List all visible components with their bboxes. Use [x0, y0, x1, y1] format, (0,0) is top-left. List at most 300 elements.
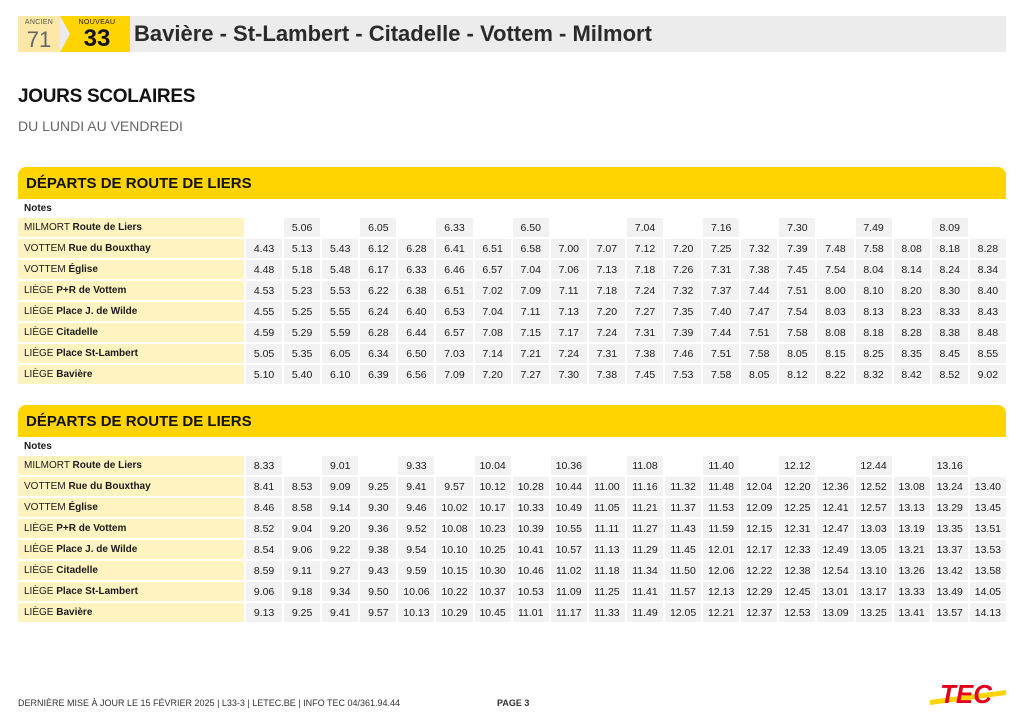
stop-label: Rue du Bouxthay [68, 481, 151, 492]
departure-time: 7.21 [513, 344, 549, 363]
departure-time: 8.05 [779, 344, 815, 363]
new-line-badge [60, 16, 136, 52]
departure-time: 11.41 [627, 582, 663, 601]
departure-time: 8.54 [246, 540, 282, 559]
departure-time: 7.58 [741, 344, 777, 363]
departure-time: 12.15 [741, 519, 777, 538]
departure-time: 7.15 [513, 323, 549, 342]
departure-time: 10.49 [551, 498, 587, 517]
departure-time: 9.27 [322, 561, 358, 580]
stop-name [18, 218, 244, 237]
departure-time: 7.14 [475, 344, 511, 363]
timetable-row [18, 456, 1006, 475]
departure-time: 12.47 [817, 519, 853, 538]
note-cell [741, 201, 777, 216]
notes-label: Notes [24, 441, 52, 452]
departure-time [398, 218, 434, 237]
note-cell [665, 439, 701, 454]
stop-name [18, 519, 244, 538]
departure-time: 10.39 [513, 519, 549, 538]
departure-time: 13.26 [894, 561, 930, 580]
departure-time: 13.42 [932, 561, 968, 580]
departure-time: 7.38 [589, 365, 625, 384]
stop-name [18, 582, 244, 601]
departure-time: 10.41 [513, 540, 549, 559]
departure-time: 8.32 [856, 365, 892, 384]
departure-time: 8.18 [932, 239, 968, 258]
departure-time [665, 218, 701, 237]
timetable [16, 199, 1008, 386]
departure-time: 10.57 [551, 540, 587, 559]
note-cell [284, 439, 320, 454]
departure-time: 10.44 [551, 477, 587, 496]
svg-text:TEC: TEC [940, 679, 992, 709]
timetable-row [18, 365, 1006, 384]
departure-time: 9.22 [322, 540, 358, 559]
departure-time: 13.24 [932, 477, 968, 496]
departure-time: 11.02 [551, 561, 587, 580]
note-cell [246, 439, 282, 454]
departure-time: 13.21 [894, 540, 930, 559]
departure-time: 10.45 [475, 603, 511, 622]
note-cell [551, 439, 587, 454]
departure-time: 7.48 [817, 239, 853, 258]
departure-time: 9.11 [284, 561, 320, 580]
departure-time: 8.28 [970, 239, 1006, 258]
departure-time: 7.16 [703, 218, 739, 237]
departure-time: 10.08 [436, 519, 472, 538]
departure-time: 10.10 [436, 540, 472, 559]
departure-time [970, 218, 1006, 237]
departure-time: 8.33 [932, 302, 968, 321]
departure-time: 11.16 [627, 477, 663, 496]
notes-row [18, 439, 1006, 454]
stop-place: VOTTEM [24, 502, 69, 513]
departure-time: 6.33 [398, 260, 434, 279]
departure-time: 7.24 [627, 281, 663, 300]
note-cell [703, 439, 739, 454]
departure-time: 9.25 [284, 603, 320, 622]
departure-time: 7.45 [779, 260, 815, 279]
departure-time [475, 218, 511, 237]
timetable-row [18, 519, 1006, 538]
departure-time: 11.33 [589, 603, 625, 622]
departure-time: 7.03 [436, 344, 472, 363]
departure-time: 13.13 [894, 498, 930, 517]
departure-time: 7.25 [703, 239, 739, 258]
departure-time: 5.13 [284, 239, 320, 258]
departure-time: 5.35 [284, 344, 320, 363]
departure-time: 11.13 [589, 540, 625, 559]
departure-time: 7.11 [513, 302, 549, 321]
departure-time: 6.58 [513, 239, 549, 258]
departure-time: 11.17 [551, 603, 587, 622]
stop-name [18, 260, 244, 279]
departure-time: 7.13 [589, 260, 625, 279]
new-line-label: NOUVEAU [78, 19, 116, 26]
departure-time: 13.29 [932, 498, 968, 517]
departure-time: 7.08 [475, 323, 511, 342]
departure-time: 10.13 [398, 603, 434, 622]
departure-time: 8.22 [817, 365, 853, 384]
departure-time: 6.05 [322, 344, 358, 363]
departure-time: 9.41 [398, 477, 434, 496]
departure-time: 9.41 [322, 603, 358, 622]
departure-time: 7.38 [627, 344, 663, 363]
stop-place: LIÈGE [24, 285, 57, 296]
departure-time: 11.08 [627, 456, 663, 475]
timetable-row [18, 239, 1006, 258]
departure-time: 8.25 [856, 344, 892, 363]
departure-time: 12.37 [741, 603, 777, 622]
departure-time: 8.40 [970, 281, 1006, 300]
departure-time: 11.59 [703, 519, 739, 538]
stop-name [18, 281, 244, 300]
departure-time: 8.14 [894, 260, 930, 279]
departure-time: 10.28 [513, 477, 549, 496]
departure-time: 13.53 [970, 540, 1006, 559]
departure-time: 7.39 [779, 239, 815, 258]
departure-time: 9.14 [322, 498, 358, 517]
stop-label: Citadelle [56, 565, 98, 576]
note-cell [589, 201, 625, 216]
timetable-row [18, 498, 1006, 517]
departure-time: 13.49 [932, 582, 968, 601]
departure-time: 12.31 [779, 519, 815, 538]
departure-time: 12.41 [817, 498, 853, 517]
departure-time: 8.13 [856, 302, 892, 321]
departure-time: 8.46 [246, 498, 282, 517]
stop-place: MILMORT [24, 222, 73, 233]
departure-time: 8.43 [970, 302, 1006, 321]
departure-time: 9.09 [322, 477, 358, 496]
departure-time: 7.24 [589, 323, 625, 342]
departure-time: 5.10 [246, 365, 282, 384]
stop-label: Place J. de Wilde [56, 544, 138, 555]
departure-time: 11.45 [665, 540, 701, 559]
departure-time: 13.33 [894, 582, 930, 601]
departure-time: 6.38 [398, 281, 434, 300]
departure-time: 12.49 [817, 540, 853, 559]
departure-time: 13.10 [856, 561, 892, 580]
departure-time: 7.51 [741, 323, 777, 342]
departure-time: 11.40 [703, 456, 739, 475]
departure-time: 12.25 [779, 498, 815, 517]
departure-time: 13.03 [856, 519, 892, 538]
note-cell [894, 201, 930, 216]
departure-time: 7.27 [627, 302, 663, 321]
departure-time: 7.12 [627, 239, 663, 258]
departure-time: 6.05 [360, 218, 396, 237]
note-cell [398, 201, 434, 216]
departure-time: 7.40 [703, 302, 739, 321]
timetable-row [18, 582, 1006, 601]
old-line-number: 71 [26, 27, 52, 52]
departure-time: 6.22 [360, 281, 396, 300]
departure-time: 12.06 [703, 561, 739, 580]
note-cell [779, 201, 815, 216]
departure-time: 4.55 [246, 302, 282, 321]
stop-label: Église [68, 264, 98, 275]
timetable-row [18, 302, 1006, 321]
departure-time: 8.48 [970, 323, 1006, 342]
departure-time: 13.08 [894, 477, 930, 496]
note-cell [703, 201, 739, 216]
note-cell [817, 201, 853, 216]
note-cell [894, 439, 930, 454]
departure-time: 9.25 [360, 477, 396, 496]
departure-time [284, 456, 320, 475]
stop-label: Rue du Bouxthay [68, 243, 151, 254]
departure-time: 11.48 [703, 477, 739, 496]
stop-place: LIÈGE [24, 369, 57, 380]
departure-time: 13.57 [932, 603, 968, 622]
departure-time: 9.06 [246, 582, 282, 601]
departure-time: 7.38 [741, 260, 777, 279]
departure-time: 7.02 [475, 281, 511, 300]
departure-time [589, 218, 625, 237]
departure-time: 7.51 [703, 344, 739, 363]
departure-time: 10.17 [475, 498, 511, 517]
departure-time: 5.55 [322, 302, 358, 321]
departure-time: 6.40 [398, 302, 434, 321]
stop-place: LIÈGE [24, 565, 57, 576]
note-cell [513, 439, 549, 454]
departure-time: 6.57 [475, 260, 511, 279]
departure-time: 7.18 [589, 281, 625, 300]
departure-time [513, 456, 549, 475]
stop-place: LIÈGE [24, 306, 57, 317]
stop-name [18, 477, 244, 496]
departure-time: 9.38 [360, 540, 396, 559]
timetable-row [18, 344, 1006, 363]
departure-time: 14.13 [970, 603, 1006, 622]
departure-time: 6.51 [436, 281, 472, 300]
departure-time: 7.44 [703, 323, 739, 342]
note-cell [932, 201, 968, 216]
stop-place: LIÈGE [24, 348, 57, 359]
departure-time: 8.10 [856, 281, 892, 300]
departure-time: 7.47 [741, 302, 777, 321]
departure-time: 11.11 [589, 519, 625, 538]
departure-time: 10.04 [475, 456, 511, 475]
departure-time [817, 456, 853, 475]
departure-time [589, 456, 625, 475]
timetable-section-2 [18, 405, 1006, 624]
departure-time: 12.13 [703, 582, 739, 601]
departure-time: 10.30 [475, 561, 511, 580]
departure-time: 6.50 [398, 344, 434, 363]
departure-time: 11.37 [665, 498, 701, 517]
note-cell [436, 201, 472, 216]
stop-name [18, 239, 244, 258]
note-cell [665, 201, 701, 216]
departure-time [970, 456, 1006, 475]
departure-time: 12.57 [856, 498, 892, 517]
departure-time: 12.29 [741, 582, 777, 601]
departure-time: 12.54 [817, 561, 853, 580]
departure-time: 13.19 [894, 519, 930, 538]
departure-time: 7.07 [589, 239, 625, 258]
stop-place: LIÈGE [24, 586, 57, 597]
note-cell [475, 439, 511, 454]
departure-time: 11.09 [551, 582, 587, 601]
departure-time: 12.38 [779, 561, 815, 580]
stop-place: LIÈGE [24, 523, 57, 534]
departure-time: 7.30 [779, 218, 815, 237]
departure-time: 9.57 [360, 603, 396, 622]
departure-time: 7.06 [551, 260, 587, 279]
timetable [16, 437, 1008, 624]
departure-time: 6.50 [513, 218, 549, 237]
departure-time: 8.24 [932, 260, 968, 279]
tec-logo [928, 676, 1008, 712]
departure-time: 5.23 [284, 281, 320, 300]
stop-label: Route de Liers [72, 460, 142, 471]
departure-time: 7.35 [665, 302, 701, 321]
stop-name [18, 561, 244, 580]
departure-time: 6.17 [360, 260, 396, 279]
departure-time: 4.53 [246, 281, 282, 300]
note-cell [741, 439, 777, 454]
departure-time: 11.25 [589, 582, 625, 601]
departure-time: 10.29 [436, 603, 472, 622]
departure-time: 10.55 [551, 519, 587, 538]
departure-time: 14.05 [970, 582, 1006, 601]
departure-time [360, 456, 396, 475]
note-cell [856, 201, 892, 216]
departure-time: 10.12 [475, 477, 511, 496]
note-cell [475, 201, 511, 216]
note-cell [284, 201, 320, 216]
departure-time: 10.23 [475, 519, 511, 538]
departure-time: 7.37 [703, 281, 739, 300]
departure-time: 5.05 [246, 344, 282, 363]
departure-time: 12.33 [779, 540, 815, 559]
departure-time: 7.31 [627, 323, 663, 342]
departure-time: 7.51 [779, 281, 815, 300]
stop-name [18, 323, 244, 342]
departure-time: 6.44 [398, 323, 434, 342]
departure-time: 9.50 [360, 582, 396, 601]
note-cell [589, 439, 625, 454]
departure-time: 10.53 [513, 582, 549, 601]
departure-time: 7.31 [589, 344, 625, 363]
stop-label: Place J. de Wilde [56, 306, 138, 317]
departure-time: 6.10 [322, 365, 358, 384]
departure-time: 9.30 [360, 498, 396, 517]
departure-time: 9.01 [322, 456, 358, 475]
departure-time: 6.46 [436, 260, 472, 279]
note-cell [360, 201, 396, 216]
notes-label: Notes [24, 203, 52, 214]
section-title-band [18, 167, 1006, 199]
departure-time: 9.46 [398, 498, 434, 517]
departure-time: 13.58 [970, 561, 1006, 580]
stop-name [18, 344, 244, 363]
departure-time: 11.29 [627, 540, 663, 559]
departure-time: 8.20 [894, 281, 930, 300]
departure-time: 12.09 [741, 498, 777, 517]
departure-time: 11.32 [665, 477, 701, 496]
departure-time: 10.46 [513, 561, 549, 580]
departure-time: 11.49 [627, 603, 663, 622]
departure-time: 8.18 [856, 323, 892, 342]
note-cell [970, 439, 1006, 454]
departure-time: 12.45 [779, 582, 815, 601]
departure-time: 9.13 [246, 603, 282, 622]
departure-time: 5.53 [322, 281, 358, 300]
departure-time: 9.59 [398, 561, 434, 580]
departure-time: 7.32 [741, 239, 777, 258]
departure-time: 8.09 [932, 218, 968, 237]
old-line-label: ANCIEN [24, 19, 54, 26]
departure-time: 7.04 [475, 302, 511, 321]
departure-time: 8.59 [246, 561, 282, 580]
note-cell [970, 201, 1006, 216]
departure-time: 10.37 [475, 582, 511, 601]
departure-time: 9.43 [360, 561, 396, 580]
departure-time: 8.42 [894, 365, 930, 384]
stop-name [18, 302, 244, 321]
departure-time: 12.44 [856, 456, 892, 475]
departure-time [894, 218, 930, 237]
departure-time: 10.33 [513, 498, 549, 517]
departure-time: 9.02 [970, 365, 1006, 384]
departure-time: 12.22 [741, 561, 777, 580]
departure-time: 9.36 [360, 519, 396, 538]
timetable-row [18, 477, 1006, 496]
departure-time: 8.45 [932, 344, 968, 363]
departure-time: 8.23 [894, 302, 930, 321]
departure-time: 7.39 [665, 323, 701, 342]
departure-time: 7.17 [551, 323, 587, 342]
departure-time: 13.41 [894, 603, 930, 622]
departure-time: 5.48 [322, 260, 358, 279]
departure-time: 12.05 [665, 603, 701, 622]
departure-time: 7.20 [665, 239, 701, 258]
timetable-row [18, 281, 1006, 300]
departure-time: 12.36 [817, 477, 853, 496]
note-cell [817, 439, 853, 454]
departure-time: 11.53 [703, 498, 739, 517]
stop-name [18, 603, 244, 622]
stop-place: MILMORT [24, 460, 73, 471]
departure-time [436, 456, 472, 475]
timetable-row [18, 603, 1006, 622]
departure-time: 7.45 [627, 365, 663, 384]
line-header [18, 16, 1006, 52]
departure-time: 8.38 [932, 323, 968, 342]
note-cell [779, 439, 815, 454]
departure-time: 7.44 [741, 281, 777, 300]
departure-time: 8.34 [970, 260, 1006, 279]
stop-place: VOTTEM [24, 264, 69, 275]
timetable-row [18, 218, 1006, 237]
departure-time: 7.58 [779, 323, 815, 342]
departure-time: 8.15 [817, 344, 853, 363]
stop-label: Citadelle [56, 327, 98, 338]
departure-time: 7.09 [513, 281, 549, 300]
departure-time: 12.01 [703, 540, 739, 559]
departure-time: 8.08 [894, 239, 930, 258]
departure-time: 13.16 [932, 456, 968, 475]
note-cell [436, 439, 472, 454]
timetable-row [18, 561, 1006, 580]
departure-time: 6.12 [360, 239, 396, 258]
departure-time [322, 218, 358, 237]
departure-time: 8.41 [246, 477, 282, 496]
